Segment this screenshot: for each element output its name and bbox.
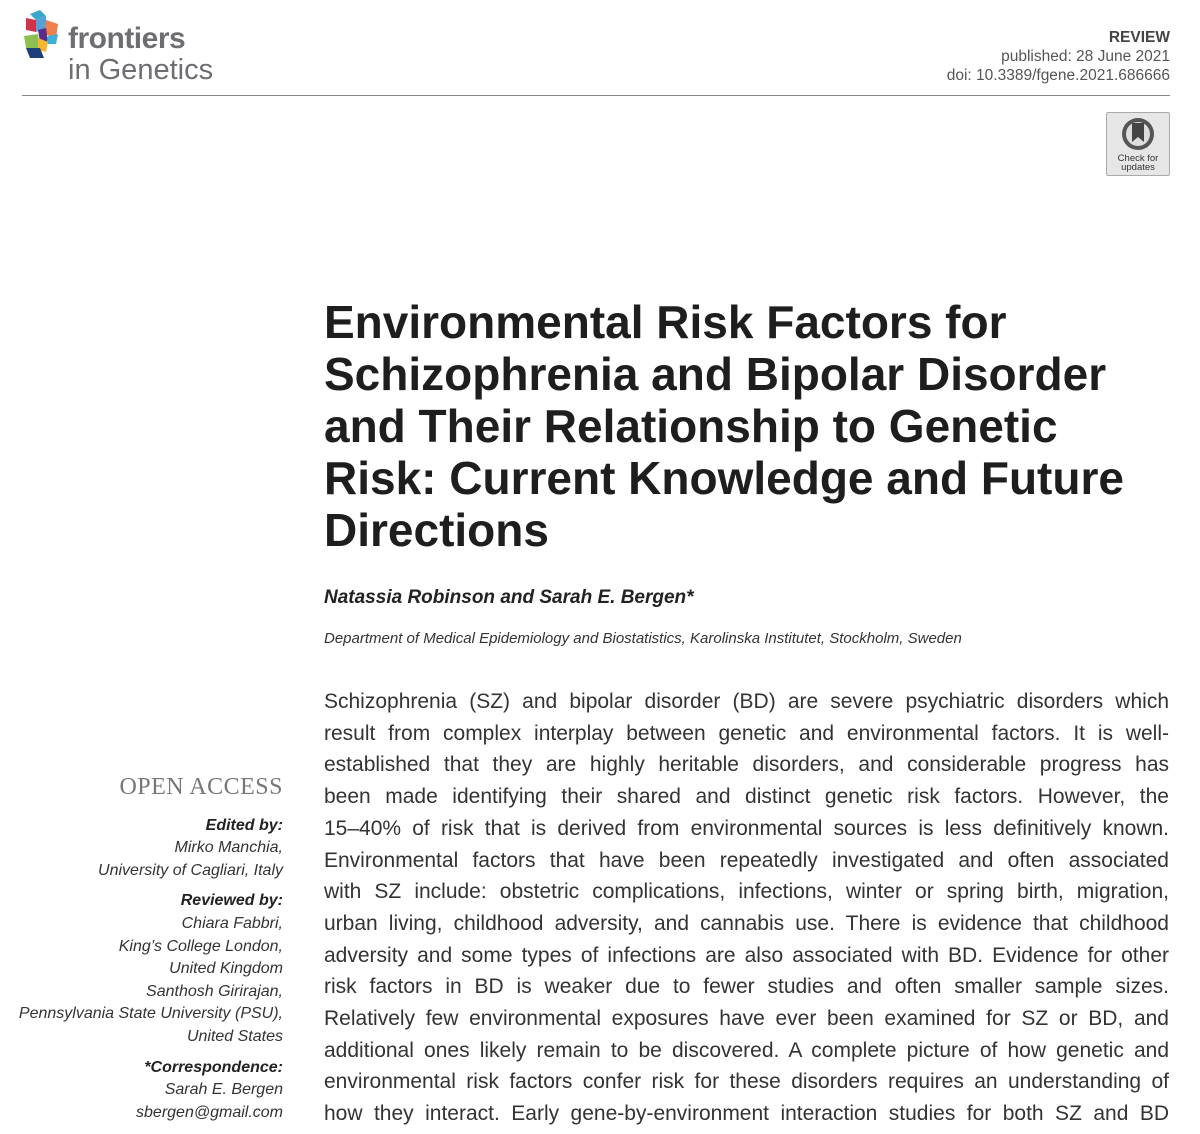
journal-subtitle: in Genetics <box>68 54 214 86</box>
abstract-line: adversity and some types of infections are also associated with BD. Evidence for other <box>324 943 1169 967</box>
abstract-line: result from complex interplay between genetic and environmental factors. It is well- <box>324 721 1169 745</box>
title-line: Schizophrenia and Bipolar Disorder <box>324 348 1107 400</box>
abstract <box>324 686 1169 1130</box>
frontiers-logo-icon <box>22 8 68 64</box>
title-line: Risk: Current Knowledge and Future <box>324 452 1124 504</box>
authors: Natassia Robinson and Sarah E. Bergen* <box>324 587 694 608</box>
abstract-line: how they interact. Early gene-by-environment interaction studies for both SZ and BD <box>324 1102 1169 1126</box>
abstract-line: 15–40% of risk that is derived from environmental sources is less definitively known. <box>324 816 1169 840</box>
bookmark-icon <box>1120 116 1156 152</box>
correspondence-email[interactable]: sbergen@gmail.com <box>136 1103 283 1121</box>
title-line: Directions <box>324 504 549 556</box>
affiliation: Department of Medical Epidemiology and Biostatistics, Karolinska Institutet, Stockholm, Sweden <box>324 630 962 647</box>
badge-text: Check for <box>1117 153 1159 164</box>
correspondence-label: *Correspondence: <box>144 1058 283 1076</box>
doi[interactable]: doi: 10.3389/fgene.2021.686666 <box>946 67 1170 84</box>
title-line: Environmental Risk Factors for <box>324 296 1007 348</box>
abstract-line: risk factors in BD is weaker due to fewer studies and often smaller sample sizes. <box>324 975 1169 999</box>
reviewer-affiliation: King’s College London, <box>118 937 283 955</box>
abstract-line: environmental risk factors confer risk for these disorders requires an understanding of <box>324 1070 1169 1094</box>
article-meta <box>947 28 1170 85</box>
edited-by-label: Edited by: <box>205 816 283 834</box>
article-title <box>324 296 1184 556</box>
abstract-line: Environmental factors that have been repeatedly investigated and often associated <box>324 848 1169 872</box>
abstract-line: Schizophrenia (SZ) and bipolar disorder (BD) are severe psychiatric disorders which <box>324 690 1169 713</box>
reviewer-affiliation: Pennsylvania State University (PSU), <box>18 1005 283 1023</box>
reviewer: Santhosh Girirajan, <box>146 982 283 1000</box>
correspondence-name: Sarah E. Bergen <box>164 1081 283 1099</box>
reviewer-affiliation: United States <box>186 1027 283 1045</box>
editor: Mirko Manchia, <box>174 839 283 857</box>
abstract-line: with SZ include: obstetric complications, infections, winter or spring birth, migration, <box>324 880 1169 904</box>
abstract-line: additional ones likely remain to be discovered. A complete picture of how genetic and <box>324 1038 1169 1062</box>
abstract-line: been made identifying their shared and distinct genetic risk factors. However, the <box>324 785 1169 809</box>
title-line: and Their Relationship to Genetic <box>324 400 1058 452</box>
editor-affiliation: University of Cagliari, Italy <box>98 861 283 879</box>
published-date: published: 28 June 2021 <box>1001 48 1170 65</box>
open-access-label: OPEN ACCESS <box>119 774 283 800</box>
abstract-line: urban living, childhood adversity, and cannabis use. There is evidence that childhood <box>324 911 1169 935</box>
reviewer: Chiara Fabbri, <box>181 914 283 932</box>
abstract-line: established that they are highly heritable disorders, and considerable progress has <box>324 753 1169 777</box>
badge-text: updates <box>1121 162 1155 173</box>
article-type: REVIEW <box>1108 29 1170 46</box>
reviewed-by-label: Reviewed by: <box>180 892 283 910</box>
journal-name: frontiers <box>68 22 186 55</box>
article-sidebar <box>19 776 283 1124</box>
check-for-updates-button[interactable] <box>1106 112 1170 176</box>
header-divider <box>22 95 1170 96</box>
reviewer-affiliation: United Kingdom <box>169 960 283 978</box>
abstract-line: Relatively few environmental exposures have ever been examined for SZ or BD, and <box>324 1007 1169 1031</box>
journal-logo[interactable] <box>22 8 232 88</box>
